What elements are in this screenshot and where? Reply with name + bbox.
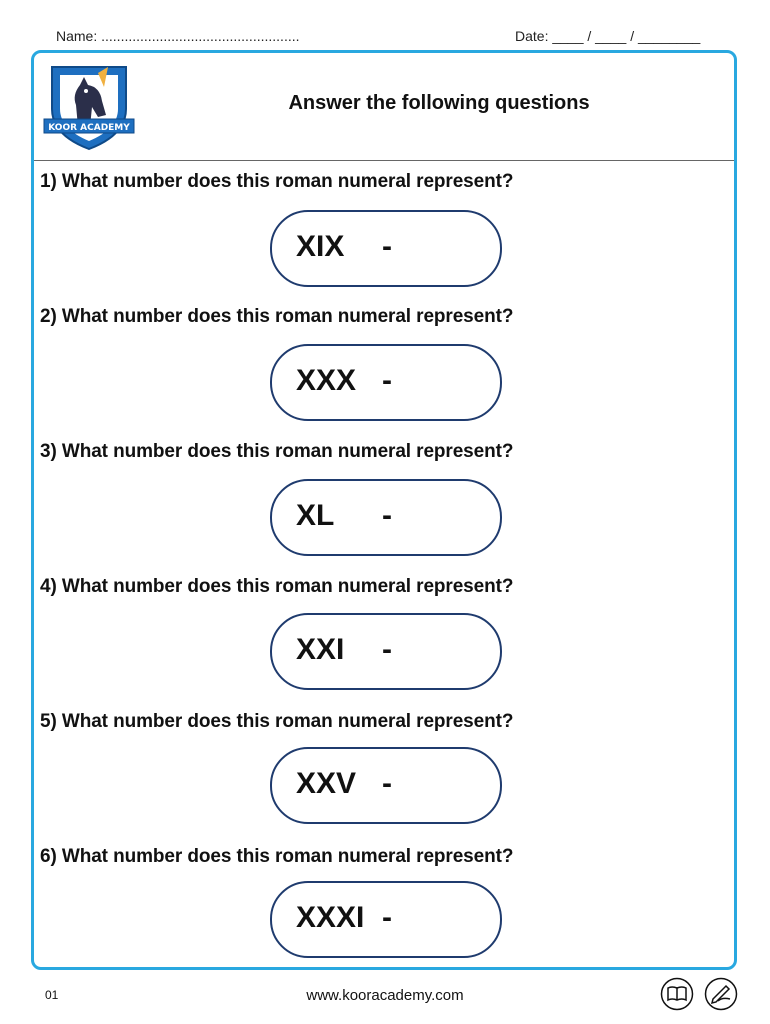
answer-box[interactable] (270, 613, 502, 690)
name-field: Name: ................................................... (56, 28, 300, 44)
logo-text: KOOR ACADEMY (48, 123, 130, 133)
answer-dash: - (382, 364, 392, 397)
header-divider (34, 160, 734, 161)
answer-dash: - (382, 633, 392, 666)
website-url: www.kooracademy.com (306, 987, 464, 1004)
answer-box[interactable] (270, 479, 502, 556)
answer-dash: - (382, 230, 392, 263)
book-icon (660, 977, 694, 1011)
roman-numeral: XL (296, 499, 335, 532)
answer-box[interactable] (270, 747, 502, 824)
answer-dash: - (382, 499, 392, 532)
question-text: 2) What number does this roman numeral represent? (40, 306, 514, 327)
question-text: 1) What number does this roman numeral represent? (40, 171, 514, 192)
worksheet-heading: Answer the following questions (288, 92, 590, 114)
page-number: 01 (45, 988, 59, 1002)
answer-dash: - (382, 767, 392, 800)
writing-hand-icon (704, 977, 738, 1011)
answer-dash: - (382, 901, 392, 934)
question-text: 3) What number does this roman numeral represent? (40, 441, 514, 462)
date-field: Date: ____ / ____ / ________ (515, 28, 701, 44)
answer-box[interactable] (270, 344, 502, 421)
roman-numeral: XXI (296, 633, 345, 666)
roman-numeral: XXXI (296, 901, 365, 934)
question-text: 4) What number does this roman numeral represent? (40, 576, 514, 597)
answer-box[interactable] (270, 881, 502, 958)
roman-numeral: XXX (296, 364, 357, 397)
question-text: 6) What number does this roman numeral represent? (40, 846, 514, 867)
answer-box[interactable] (270, 210, 502, 287)
roman-numeral: XXV (296, 767, 357, 800)
question-text: 5) What number does this roman numeral represent? (40, 711, 514, 732)
roman-numeral: XIX (296, 230, 345, 263)
